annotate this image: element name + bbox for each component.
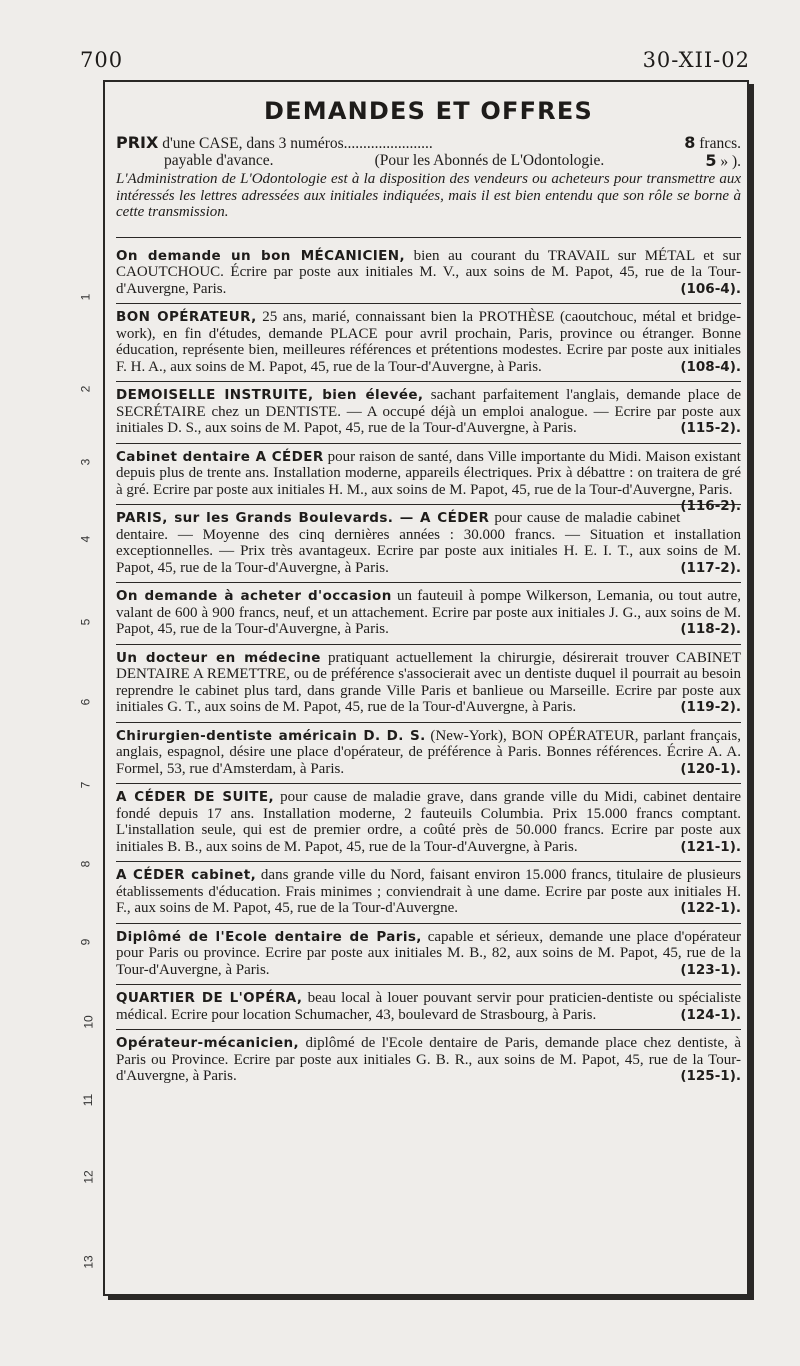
ad-lead: A CÉDER DE SUITE, [116, 789, 274, 805]
ad-text [116, 510, 741, 576]
page-number: 700 [80, 48, 124, 72]
ad-divider [116, 783, 741, 784]
ad-divider [116, 443, 741, 444]
margin-number: 4 [78, 535, 93, 543]
ad-reference: (125-1). [680, 1068, 741, 1084]
divider [116, 237, 741, 238]
price-amount-2: 5 [705, 151, 717, 170]
ad-text [116, 448, 741, 514]
ad-lead: On demande à acheter d'occasion [116, 588, 392, 604]
ad-text [116, 309, 741, 375]
price-line-1-text [116, 134, 433, 152]
ad-body: (New-York), BON OPÉRATEUR, parlant français, anglais, espagnol, désire une place d'opérateur, de préférence à Paris. Bonnes références. Écrire A. A. Formel, 53, rue d'Amsterdam, à Paris. [116, 727, 741, 777]
price-line-2-text: payable d'avance. [164, 152, 274, 169]
ad-entry [116, 867, 741, 917]
ad-reference: (122-1). [680, 900, 741, 916]
price-unit-2: » ). [720, 153, 741, 170]
ads-frame [103, 80, 749, 1296]
margin-number: 3 [78, 458, 93, 466]
margin-number: 12 [81, 1170, 96, 1184]
ad-lead: DEMOISELLE INSTRUITE, bien élevée, [116, 387, 424, 403]
price-line-1-desc: d'une CASE, dans 3 numéros....................... [162, 135, 433, 152]
margin-number: 13 [81, 1255, 96, 1269]
ads-content [116, 96, 741, 1085]
price-amount-1: 8 [684, 133, 696, 152]
margin-number: 2 [78, 385, 93, 393]
price-line-1-amount [684, 134, 741, 152]
ad-body: diplômé de l'Ecole dentaire de Paris, demande place chez dentiste, à Paris ou Province. Ecrire par poste aux initiales G. B. R., aux soins de M. Papot, 45, rue de la Tour-d'Auvergne, à Paris. [116, 1035, 741, 1084]
price-unit-1: francs. [699, 135, 741, 152]
ad-body: bien au courant du TRAVAIL sur MÉTAL et sur CAOUTCHOUC. Écrire par poste aux initiales M. V., aux soins de M. Papot, 45, rue de la Tour-d'Auvergne, Paris. [116, 247, 741, 297]
ad-entry [116, 929, 741, 979]
ad-body: pour raison de santé, dans Ville importante du Midi. Maison existant depuis plus de trente ans. Installation moderne, appareils électriques. Prix à débattre : on traitera de gré à gré. Ecrire par poste aux initiales H. M., aux soins de M. Papot, 45, rue de la Tour-d'Auvergne, Paris. [116, 448, 741, 498]
administration-notice: L'Administration de L'Odontologie est à la disposition des vendeurs ou acheteurs pour transmettre aux intéressés les lettres adressées aux initiales indiquées, mais il est bien entendu que son rôle se borne à cette transmission. [116, 171, 741, 220]
ad-body: un fauteuil à pompe Wilkerson, Lemania, ou tout autre, valant de 600 à 900 francs, neuf, et un attachement. Ecrire par poste aux initiales J. G., aux soins de M. Papot, 45, rue de la Tour-d'Auvergne, à Paris. [116, 588, 741, 637]
ad-entry [116, 588, 741, 638]
ad-reference: (106-4). [680, 280, 741, 297]
ad-lead: Diplômé de l'Ecole dentaire de Paris, [116, 928, 422, 945]
ad-reference: (121-1). [680, 838, 741, 855]
ad-reference: (124-1). [680, 1006, 741, 1023]
margin-number: 9 [78, 938, 93, 946]
ad-divider [116, 582, 741, 583]
ad-lead: BON OPÉRATEUR, [116, 309, 257, 325]
price-block [116, 134, 741, 170]
ad-reference: (118-2). [680, 621, 741, 637]
price-line-1 [116, 134, 741, 152]
ad-body: 25 ans, marié, connaissant bien la PROTHÈSE (caoutchouc, métal et bridge-work), en fin d'études, demande PLACE pour avril prochain, Paris, province ou étranger. Bonne éducation, représente bien, meilleures références et prétentions modestes. Ecrire par poste aux initiales F. H. A., aux soins de M. Papot, 45, rue de la Tour-d'Auvergne, à Paris. [116, 309, 741, 375]
ad-divider [116, 984, 741, 985]
margin-number: 5 [78, 618, 93, 626]
ad-entry [116, 387, 741, 437]
ad-reference: (123-1). [680, 961, 741, 978]
page-title: DEMANDES ET OFFRES [264, 97, 593, 125]
ad-lead: Un docteur en médecine [116, 649, 321, 666]
ad-divider [116, 644, 741, 645]
ad-entry [116, 728, 741, 778]
ad-lead: A CÉDER cabinet, [116, 867, 257, 883]
ad-body: beau local à louer pouvant servir pour praticien-dentiste ou spécialiste médical. Ecrire pour location Schumacher, 43, boulevard de Strasbourg, à Paris. [116, 990, 741, 1023]
ad-text [116, 588, 741, 638]
ad-body: dans grande ville du Nord, faisant environ 15.000 francs, titulaire de plusieurs établissements d'éducation. Frais minimes ; conviendrait à une dame. Ecrire par poste aux initiales H. F., aux soins de M. Papot, 45, rue de la Tour-d'Auvergne. [116, 867, 741, 916]
ad-body: pour cause de maladie grave, dans grande ville du Midi, cabinet dentaire fondé depuis 17 ans. Installation moderne, 2 fauteuils Columbia. Prix 15.000 francs comptant. L'installation seule, qui est de premier ordre, a coûté près de 50.000 francs. Ecrire par poste aux initiales B. B., aux soins de M. Papot, 45, rue de la Tour-d'Auvergne, à Paris. [116, 789, 741, 855]
ad-body: pratiquant actuellement la chirurgie, désirerait trouver CABINET DENTAIRE A REMETTRE, ou de préférence s'associerait avec un dentiste duquel il pourrait au besoin reprendre le cabinet plus tard, dans grande Ville Paris et banlieue ou Marseille. Ecrire par poste aux initiales G. T., aux soins de M. Papot, 45, rue de la Tour-d'Auvergne, à Paris. [116, 649, 742, 715]
margin-number: 1 [78, 293, 93, 301]
ad-reference: (117-2). [680, 559, 741, 576]
ad-lead: On demande un bon MÉCANICIEN, [116, 247, 406, 264]
ad-entry [116, 448, 741, 514]
ad-lead: Chirurgien-dentiste américain D. D. S. [116, 727, 426, 744]
ad-divider [116, 303, 741, 304]
ad-divider [116, 504, 741, 505]
ad-entry [116, 789, 741, 855]
ad-text [116, 1035, 741, 1085]
ad-reference: (108-4). [680, 358, 741, 375]
ad-text [116, 929, 741, 979]
ad-lead: PARIS, sur les Grands Boulevards. — A CÉDER [116, 510, 490, 526]
ad-divider [116, 1029, 741, 1030]
ad-text [116, 650, 741, 716]
page-date: 30-XII-02 [642, 48, 750, 72]
ad-entry [116, 990, 741, 1023]
price-label: PRIX [116, 133, 159, 152]
ad-lead: Opérateur-mécanicien, [116, 1035, 300, 1051]
ad-reference: (120-1). [680, 760, 741, 777]
ad-reference: (119-2). [680, 699, 741, 715]
ad-text [116, 248, 741, 298]
margin-number: 7 [78, 781, 93, 789]
margin-number: 10 [81, 1015, 96, 1029]
margin-number: 6 [78, 698, 93, 706]
ad-text [116, 990, 741, 1023]
price-line-2 [116, 152, 741, 170]
ad-body: pour cause de maladie cabinet dentaire. — Moyenne des cinq dernières années : 30.000 francs. — Situation et installation exceptionnelles. — Prix très avantageux. Ecrire par poste aux initiales H. E. I. T., aux soins de M. Papot, 45, rue de la Tour-d'Auvergne, à Paris. [116, 510, 741, 576]
ad-text [116, 789, 741, 855]
ad-lead: QUARTIER DE L'OPÉRA, [116, 990, 303, 1006]
ad-divider [116, 722, 741, 723]
ad-entry [116, 309, 741, 375]
ad-divider [116, 923, 741, 924]
ad-reference: (115-2). [680, 420, 741, 436]
ad-entry [116, 650, 741, 716]
ad-entry [116, 510, 741, 576]
ad-text [116, 728, 741, 778]
ad-entry [116, 248, 741, 298]
ad-body: capable et sérieux, demande une place d'opérateur pour Paris ou province. Ecrire par poste aux initiales M. B., 82, aux soins de M. Papot, 45, rue de la Tour-d'Auvergne, à Paris. [116, 928, 741, 978]
price-line-2-amount [705, 152, 741, 170]
ad-divider [116, 381, 741, 382]
ad-text [116, 387, 741, 437]
ad-body: sachant parfaitement l'anglais, demande place de SECRÉTAIRE chez un DENTISTE. — A occupé déjà un emploi analogue. — Ecrire par poste aux initiales D. S., aux soins de M. Papot, 45, rue de la Tour-d'Auvergne, à Paris. [116, 387, 741, 436]
margin-number: 8 [78, 860, 93, 868]
ad-reference: (116-2). [680, 498, 741, 514]
margin-number: 11 [81, 1093, 96, 1107]
ad-entry [116, 1035, 741, 1085]
ad-list [116, 248, 741, 1085]
ad-text [116, 867, 741, 917]
ad-divider [116, 861, 741, 862]
price-line-2-middle: (Pour les Abonnés de L'Odontologie. [374, 152, 605, 169]
ad-lead: Cabinet dentaire A CÉDER [116, 448, 324, 465]
